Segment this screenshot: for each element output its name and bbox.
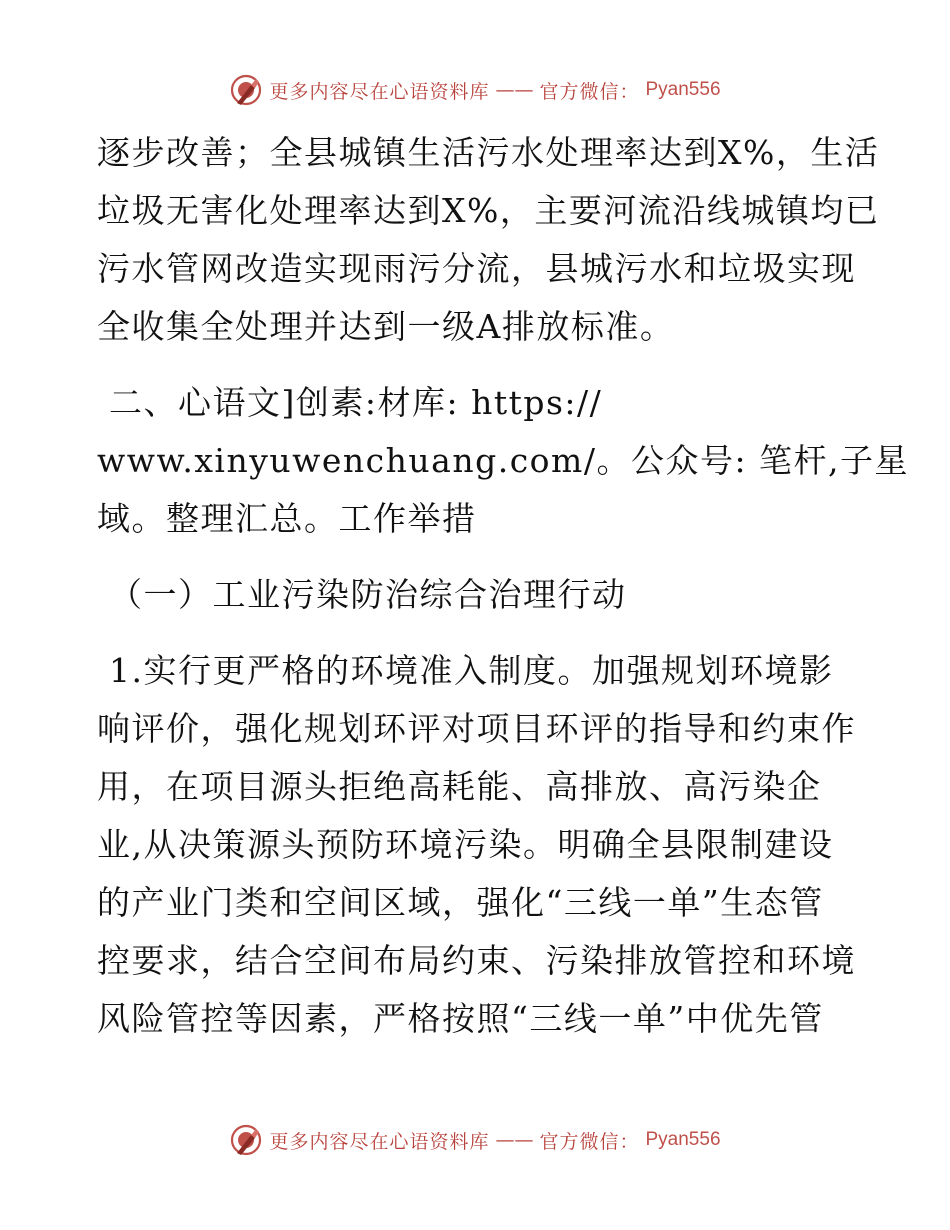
text-line: 响评价，强化规划环评对项目环评的指导和约束作 [97, 709, 856, 748]
text-line: 业,从决策源头预防环境污染。明确全县限制建设 [97, 825, 834, 864]
pen-logo-icon [229, 1123, 263, 1157]
item-1 [97, 642, 857, 1048]
document-body [97, 124, 910, 1048]
footer-wechat-account: Pyan556 [645, 1129, 721, 1150]
paragraph-1 [97, 124, 880, 356]
text-line: 的产业门类和空间区域，强化“三线一单”生态管 [97, 883, 824, 922]
heading-line: 域。整理汇总。工作举措 [97, 499, 477, 538]
header-wechat-account: Pyan556 [645, 79, 721, 100]
heading-line: www.xinyuwenchuang.com/。公众号: 笔杆,子星 [97, 441, 910, 480]
page-footer-banner [0, 1120, 950, 1160]
footer-site-text: 更多内容尽在心语资料库 [269, 1130, 490, 1153]
footer-dash: —— [495, 1129, 534, 1151]
pen-logo-icon [229, 73, 263, 107]
text-line: 1.实行更严格的环境准入制度。加强规划环境影 [109, 651, 834, 690]
header-site-text: 更多内容尽在心语资料库 [269, 80, 490, 103]
text-line: 全收集全处理并达到一级A排放标准。 [97, 307, 675, 346]
footer-wechat-label: 官方微信： [539, 1130, 640, 1153]
subheading: （一）工业污染防治综合治理行动 [109, 575, 627, 614]
text-line: 风险管控等因素，严格按照“三线一单”中优先管 [97, 999, 824, 1038]
text-line: 用，在项目源头拒绝高耗能、高排放、高污染企 [97, 767, 822, 806]
text-line: 逐步改善；全县城镇生活污水处理率达到X%，生活 [97, 133, 880, 172]
text-line: 控要求，结合空间布局约束、污染排放管控和环境 [97, 941, 856, 980]
text-line: 污水管网改造实现雨污分流，县城污水和垃圾实现 [97, 249, 856, 288]
text-line: 垃圾无害化处理率达到X%，主要河流沿线城镇均已 [97, 191, 880, 230]
section-heading [97, 374, 910, 548]
header-wechat-label: 官方微信： [539, 80, 640, 103]
heading-line: 二、心语文]创素:材库: https:// [109, 383, 603, 422]
header-dash: —— [495, 79, 534, 101]
page-header-banner [0, 70, 950, 110]
